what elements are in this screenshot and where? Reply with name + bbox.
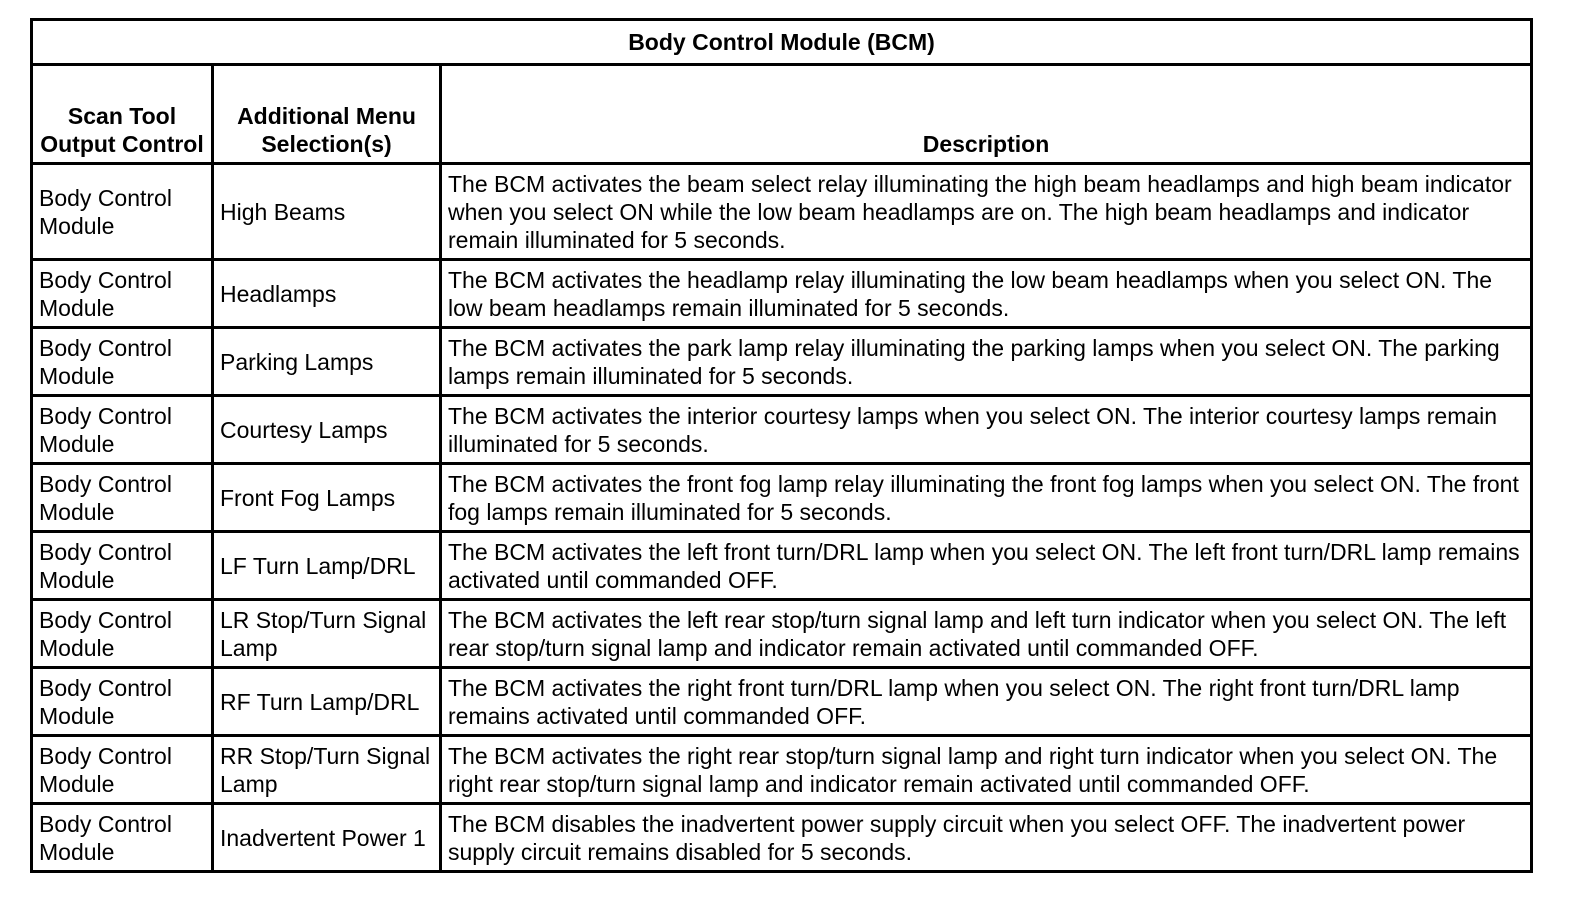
table-row: [32, 464, 1532, 532]
table-row: [32, 600, 1532, 668]
control-cell: Body Control Module: [32, 164, 213, 260]
table-row: [32, 736, 1532, 804]
description-cell: The BCM activates the left rear stop/turn signal lamp and left turn indicator when you select ON. The left rear stop/turn signal lamp and indicator remain activated until commanded OFF.: [441, 600, 1532, 668]
description-cell: The BCM activates the headlamp relay illuminating the low beam headlamps when you select ON. The low beam headlamps remain illuminated for 5 seconds.: [441, 260, 1532, 328]
table-row: [32, 668, 1532, 736]
control-cell: Body Control Module: [32, 464, 213, 532]
selection-cell: RR Stop/Turn Signal Lamp: [213, 736, 441, 804]
description-cell: The BCM disables the inadvertent power supply circuit when you select OFF. The inadvertent power supply circuit remains disabled for 5 seconds.: [441, 804, 1532, 872]
control-cell: Body Control Module: [32, 668, 213, 736]
selection-cell: Inadvertent Power 1: [213, 804, 441, 872]
description-cell: The BCM activates the left front turn/DRL lamp when you select ON. The left front turn/DRL lamp remains activated until commanded OFF.: [441, 532, 1532, 600]
table-row: [32, 396, 1532, 464]
selection-cell: High Beams: [213, 164, 441, 260]
table-row: [32, 260, 1532, 328]
header-description: Description: [441, 65, 1532, 164]
table-row: [32, 328, 1532, 396]
control-cell: Body Control Module: [32, 396, 213, 464]
description-cell: The BCM activates the interior courtesy lamps when you select ON. The interior courtesy lamps remain illuminated for 5 seconds.: [441, 396, 1532, 464]
selection-cell: Parking Lamps: [213, 328, 441, 396]
selection-cell: LR Stop/Turn Signal Lamp: [213, 600, 441, 668]
table-row: [32, 804, 1532, 872]
header-scan-tool-output-control: Scan Tool Output Control: [32, 65, 213, 164]
description-cell: The BCM activates the park lamp relay illuminating the parking lamps when you select ON. The parking lamps remain illuminated for 5 seconds.: [441, 328, 1532, 396]
table-row: [32, 164, 1532, 260]
header-additional-menu-selections: Additional Menu Selection(s): [213, 65, 441, 164]
title-row: [32, 20, 1532, 65]
control-cell: Body Control Module: [32, 328, 213, 396]
selection-cell: Courtesy Lamps: [213, 396, 441, 464]
control-cell: Body Control Module: [32, 600, 213, 668]
bcm-output-control-table: [30, 18, 1533, 873]
selection-cell: RF Turn Lamp/DRL: [213, 668, 441, 736]
table-title: Body Control Module (BCM): [32, 20, 1532, 65]
description-cell: The BCM activates the front fog lamp relay illuminating the front fog lamps when you select ON. The front fog lamps remain illuminated for 5 seconds.: [441, 464, 1532, 532]
selection-cell: Front Fog Lamps: [213, 464, 441, 532]
description-cell: The BCM activates the right front turn/DRL lamp when you select ON. The right front turn/DRL lamp remains activated until commanded OFF.: [441, 668, 1532, 736]
control-cell: Body Control Module: [32, 736, 213, 804]
control-cell: Body Control Module: [32, 532, 213, 600]
description-cell: The BCM activates the beam select relay illuminating the high beam headlamps and high beam indicator when you select ON while the low beam headlamps are on. The high beam headlamps and indicator remain illuminated for 5 seconds.: [441, 164, 1532, 260]
control-cell: Body Control Module: [32, 804, 213, 872]
control-cell: Body Control Module: [32, 260, 213, 328]
table-row: [32, 532, 1532, 600]
header-row: [32, 65, 1532, 164]
description-cell: The BCM activates the right rear stop/turn signal lamp and right turn indicator when you select ON. The right rear stop/turn signal lamp and indicator remain activated until commanded OFF.: [441, 736, 1532, 804]
selection-cell: LF Turn Lamp/DRL: [213, 532, 441, 600]
selection-cell: Headlamps: [213, 260, 441, 328]
